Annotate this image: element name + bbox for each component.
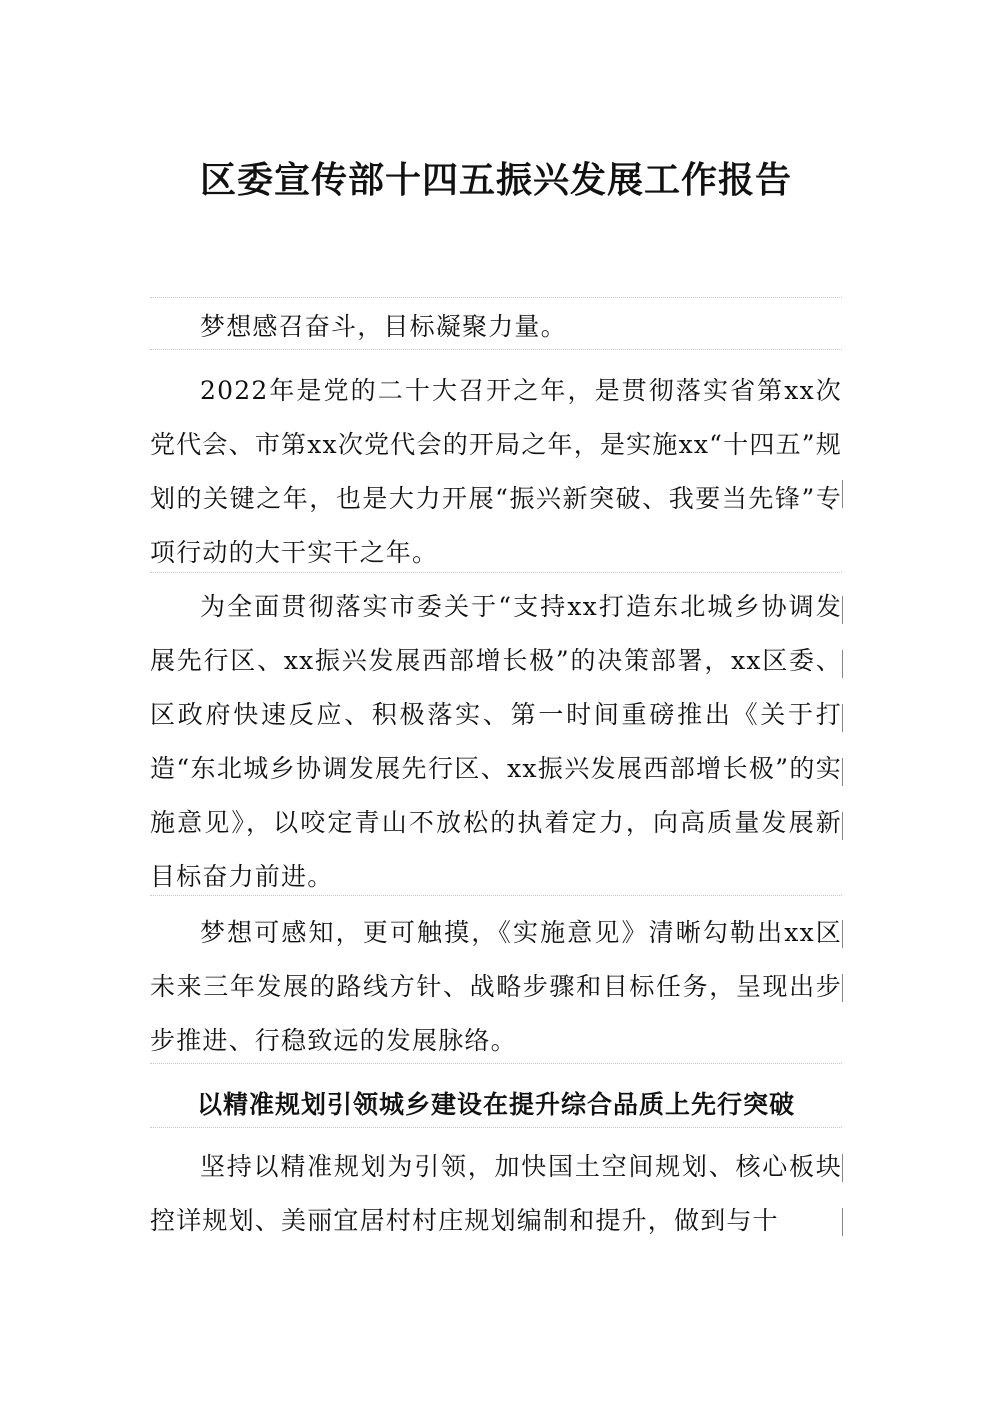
text-boundary-mark xyxy=(842,596,843,624)
paragraph-4-block xyxy=(150,906,842,1068)
text-boundary-mark xyxy=(842,974,843,1002)
paragraph-1: 梦想感召奋斗，目标凝聚力量。 xyxy=(200,312,567,341)
text-boundary-mark xyxy=(842,704,843,732)
section-paragraph-block xyxy=(150,1140,842,1248)
paragraph-1-block xyxy=(150,300,842,354)
paragraph-2: 2022年是党的二十大召开之年，是贯彻落实省第xx次党代会、市第xx次党代会的开局之年，是实施xx“十四五”规划的关键之年，也是大力开展“振兴新突破、我要当先锋”专项行动的大干实干之年。 xyxy=(150,376,842,567)
separator xyxy=(150,1127,842,1128)
text-boundary-mark xyxy=(842,1154,843,1182)
separator xyxy=(150,572,842,573)
separator xyxy=(150,895,842,896)
paragraph-3: 为全面贯彻落实市委关于“支持xx打造东北城乡协调发展先行区、xx振兴发展西部增长极”的决策部署，xx区委、区政府快速反应、积极落实、第一时间重磅推出《关于打造“东北城乡协调发展先行区、xx振兴发展西部增长极”的实施意见》，以咬定青山不放松的执着定力，向高质量发展新目标奋力前进。 xyxy=(150,592,842,891)
text-boundary-mark xyxy=(842,1208,843,1236)
paragraph-2-block xyxy=(150,364,842,580)
separator xyxy=(150,1063,842,1064)
section-heading: 以精准规划引领城乡建设在提升综合品质上先行突破 xyxy=(196,1090,795,1119)
text-boundary-mark xyxy=(842,758,843,786)
section-heading-block xyxy=(150,1078,842,1132)
text-boundary-mark xyxy=(842,920,843,948)
text-boundary-mark xyxy=(842,480,843,508)
text-boundary-mark xyxy=(842,812,843,840)
paragraph-4: 梦想可感知，更可触摸，《实施意见》清晰勾勒出xx区未来三年发展的路线方针、战略步骤和目标任务，呈现出步步推进、行稳致远的发展脉络。 xyxy=(150,918,842,1055)
paragraph-3-block xyxy=(150,580,842,904)
section-paragraph: 坚持以精准规划为引领，加快国土空间规划、核心板块控详规划、美丽宜居村村庄规划编制和提升，做到与十 xyxy=(150,1152,842,1235)
text-boundary-mark xyxy=(842,650,843,678)
separator xyxy=(150,297,842,298)
separator xyxy=(150,349,842,350)
document-title: 区委宣传部十四五振兴发展工作报告 xyxy=(199,159,792,201)
